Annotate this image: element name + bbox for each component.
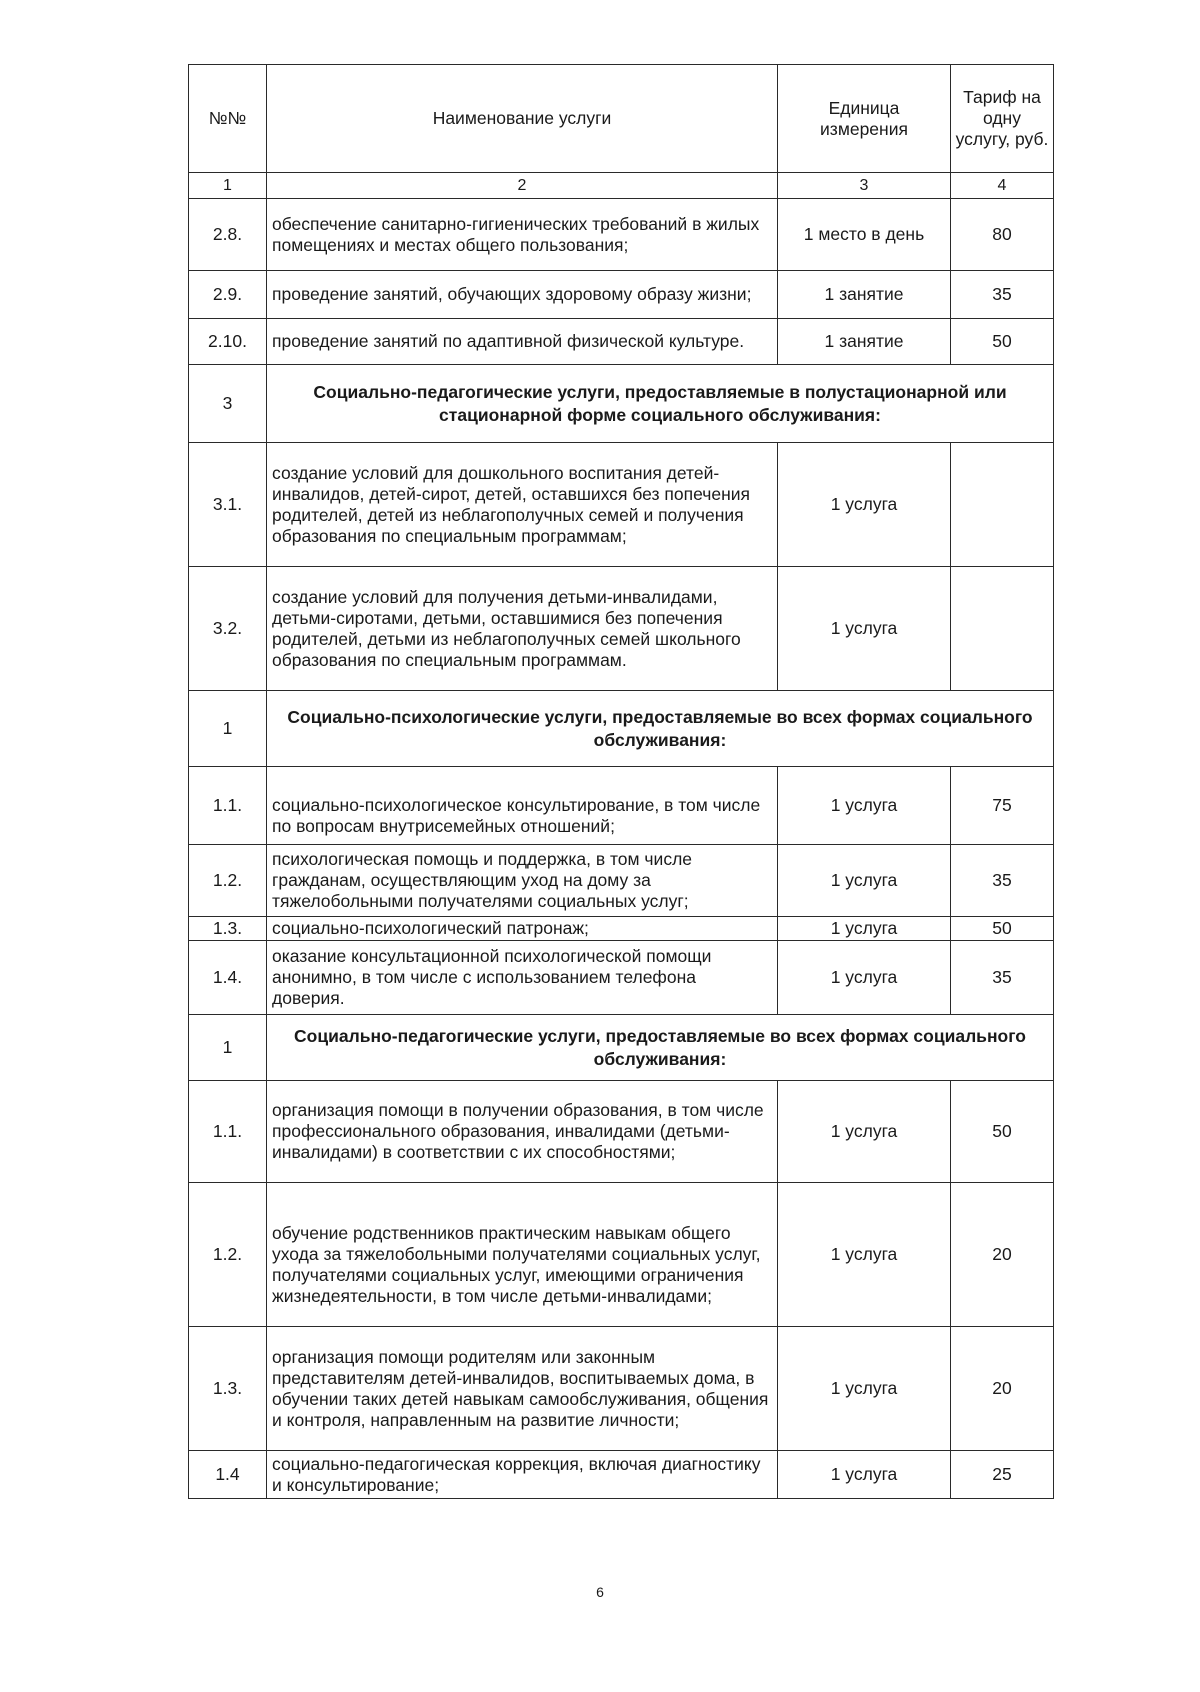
column-number: 4: [951, 173, 1054, 199]
table-row: [189, 941, 1054, 1015]
tariff-table-container: [188, 64, 1053, 1499]
unit-of-measure: 1 услуга: [778, 567, 951, 691]
service-name: психологическая помощь и поддержка, в том числе гражданам, осуществляющим уход на дому за тяжелобольными получателями социальных услуг;: [267, 845, 778, 917]
section-row: [189, 1015, 1054, 1081]
table-row: [189, 767, 1054, 845]
row-number: 2.8.: [189, 199, 267, 271]
service-name: организация помощи родителям или законным представителям детей-инвалидов, воспитываемых дома, в обучении таких детей навыкам самообслуживания, общения и контроля, направленным на развитие личности;: [267, 1327, 778, 1451]
unit-of-measure: 1 услуга: [778, 1327, 951, 1451]
section-number: 1: [189, 1015, 267, 1081]
row-number: 1.1.: [189, 1081, 267, 1183]
tariff-value: [951, 567, 1054, 691]
unit-of-measure: 1 занятие: [778, 319, 951, 365]
table-row: [189, 443, 1054, 567]
service-name: создание условий для получения детьми-инвалидами, детьми-сиротами, детьми, оставшимися без попечения родителей, детьми из неблагополучных семей школьного образования по специальным программам.: [267, 567, 778, 691]
table-header-row: [189, 65, 1054, 173]
column-number: 2: [267, 173, 778, 199]
row-number: 1.4: [189, 1451, 267, 1499]
unit-of-measure: 1 место в день: [778, 199, 951, 271]
tariff-value: 35: [951, 845, 1054, 917]
section-row: [189, 691, 1054, 767]
tariff-value: [951, 443, 1054, 567]
service-name: создание условий для дошкольного воспитания детей-инвалидов, детей-сирот, детей, оставшихся без попечения родителей, детей из неблагополучных семей и получения образования по специальным программам;: [267, 443, 778, 567]
row-number: 1.3.: [189, 1327, 267, 1451]
table-row: [189, 917, 1054, 941]
page-number: 6: [596, 1584, 604, 1600]
row-number: 3.1.: [189, 443, 267, 567]
table-row: [189, 271, 1054, 319]
tariff-value: 35: [951, 271, 1054, 319]
row-number: 1.2.: [189, 1183, 267, 1327]
service-name: проведение занятий, обучающих здоровому образу жизни;: [267, 271, 778, 319]
service-name: социально-педагогическая коррекция, включая диагностику и консультирование;: [267, 1451, 778, 1499]
header-unit: Единица измерения: [778, 65, 951, 173]
table-row: [189, 319, 1054, 365]
tariff-value: 20: [951, 1327, 1054, 1451]
section-title: Социально-педагогические услуги, предоставляемые во всех формах социального обслуживания:: [267, 1015, 1054, 1081]
row-number: 2.9.: [189, 271, 267, 319]
service-name: обеспечение санитарно-гигиенических требований в жилых помещениях и местах общего пользования;: [267, 199, 778, 271]
row-number: 2.10.: [189, 319, 267, 365]
row-number: 1.4.: [189, 941, 267, 1015]
section-title: Социально-психологические услуги, предоставляемые во всех формах социального обслуживания:: [267, 691, 1054, 767]
unit-of-measure: 1 услуга: [778, 917, 951, 941]
header-number: №№: [189, 65, 267, 173]
tariff-value: 20: [951, 1183, 1054, 1327]
table-row: [189, 1327, 1054, 1451]
unit-of-measure: 1 услуга: [778, 443, 951, 567]
unit-of-measure: 1 занятие: [778, 271, 951, 319]
service-name: социально-психологический патронаж;: [267, 917, 778, 941]
column-number: 3: [778, 173, 951, 199]
table-row: [189, 1183, 1054, 1327]
section-row: [189, 365, 1054, 443]
unit-of-measure: 1 услуга: [778, 1451, 951, 1499]
unit-of-measure: 1 услуга: [778, 941, 951, 1015]
table-row: [189, 845, 1054, 917]
unit-of-measure: 1 услуга: [778, 767, 951, 845]
section-number: 1: [189, 691, 267, 767]
tariff-value: 75: [951, 767, 1054, 845]
service-name: организация помощи в получении образования, в том числе профессионального образования, инвалидами (детьми-инвалидами) в соответствии с их способностями;: [267, 1081, 778, 1183]
column-number: 1: [189, 173, 267, 199]
table-row: [189, 1451, 1054, 1499]
tariff-value: 50: [951, 319, 1054, 365]
row-number: 1.3.: [189, 917, 267, 941]
row-number: 1.1.: [189, 767, 267, 845]
unit-of-measure: 1 услуга: [778, 1081, 951, 1183]
tariff-value: 35: [951, 941, 1054, 1015]
service-name: проведение занятий по адаптивной физической культуре.: [267, 319, 778, 365]
unit-of-measure: 1 услуга: [778, 1183, 951, 1327]
row-number: 1.2.: [189, 845, 267, 917]
service-name: социально-психологическое консультирование, в том числе по вопросам внутрисемейных отношений;: [267, 767, 778, 845]
tariff-table: [188, 64, 1054, 1499]
tariff-value: 50: [951, 1081, 1054, 1183]
column-number-row: [189, 173, 1054, 199]
row-number: 3.2.: [189, 567, 267, 691]
service-name: оказание консультационной психологической помощи анонимно, в том числе с использованием телефона доверия.: [267, 941, 778, 1015]
service-name: обучение родственников практическим навыкам общего ухода за тяжелобольными получателями социальных услуг, получателями социальных услуг, имеющими ограничения жизнедеятельности, в том числе детьми-инвалидами;: [267, 1183, 778, 1327]
tariff-value: 80: [951, 199, 1054, 271]
table-row: [189, 1081, 1054, 1183]
section-title: Социально-педагогические услуги, предоставляемые в полустационарной или стационарной форме социального обслуживания:: [267, 365, 1054, 443]
unit-of-measure: 1 услуга: [778, 845, 951, 917]
table-row: [189, 567, 1054, 691]
header-tariff: Тариф на одну услугу, руб.: [951, 65, 1054, 173]
tariff-value: 25: [951, 1451, 1054, 1499]
header-service-name: Наименование услуги: [267, 65, 778, 173]
table-row: [189, 199, 1054, 271]
section-number: 3: [189, 365, 267, 443]
tariff-value: 50: [951, 917, 1054, 941]
